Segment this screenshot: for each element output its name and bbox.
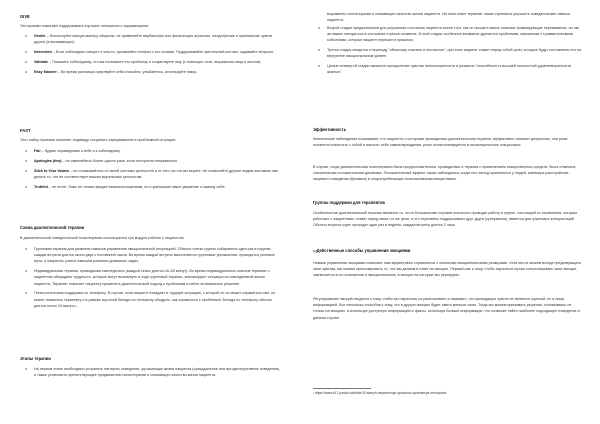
list-item: o Stick to Your Values – не отказывайтесь от своей системы ценностей и от того, во что вы верите. Не позволяйте другим людям заставить вас делать то, что не соответствует вашим моральным ценностям. [20,168,282,180]
effectiveness-heading: Эффективность [313,127,347,132]
stages-continuation: выраженно психотерапии и снижающее качество жизни пациента. На этом этапе терапевт также стремится улучшить поведенческие навыки пациента. [327,12,570,23]
techniques-paragraph: Регулирование эмоций сводится к тому, чтобы вы научились их распознавать и называть, что приходящих чувств не является оценкой, но а лишь информацией. Вот несколько способов к тому, что в другую эмоцию будет иметь меньше силы. Тогда мы можем принимать решения, основываясь не только на эмоциях, а используя доступную информацию и факты, используя больше информации, что позволит найти наиболее подходящее поведение в данном случае. [313,297,580,320]
list-item: o Fair – будьте справедливы к себе и к собеседнику. [20,148,282,154]
give-list [20,33,282,78]
list-item: o Второй стадии предназначена для улучшения состояния пациента после того, как он прошел сквозь тяжелые травмирующие переживания, но так же важно находиться в состоянии стресса отчаяния. В этой стадии особенное внимание уделяется проблемам, связанным с травматическими событиями, которые пациент пережил в прошлом. [313,25,583,44]
techniques-paragraph: Навыки управления эмоциями помогают нам эффективно справляться с сильными эмоциональными реакциями. Хотя мы не можем всегда предотвращать свои чувства, мы можем прогнозировать то, что мы делаем в ответ на эмоцию. Первый шаг к тому, чтобы научиться лучше контролировать свои эмоции, заключается в их осознанном и эмоциональном, в эмоции на которые мы реагируем. [313,261,581,278]
footnote[interactable]: ¹ https://www.b17-portal.ru/article/10-samyh-deystvennyh-sposobov-upravleniya-emociyami [313,391,447,395]
groups-heading: Группы поддержки для терапевтов [313,200,385,205]
forms-list [20,246,282,313]
footnote-link[interactable]: [1] [73,303,77,308]
list-item: o Easy Manner – Во время разговора чувствуйте себя спокойно, улыбайтесь, используйте юмор. [20,69,282,75]
techniques-heading: [2]Действенные способы управления эмоциями [313,248,411,253]
list-item: o Индивидуальная терапия, проводимая еженедельно (каждый сеанс длится 40–50 минут). Во время индивидуальных сеансов терапевт с пациентом обсуждают трудности, которые могут возникнуть в ходе групповой терапии, анализируют ситуации из повседневной жизни пациента. Терапевт помогает пациенту применять диалектический подход к проблемам и найти оптимальное решение. [20,268,282,287]
list-item: o Gentle – Используйте мягкую манеру общения, не применяйте вербальную или физическую агрессию, неодобрение и принижение чувств других (в вызывающих). [20,33,282,45]
stages-list-cont [313,25,583,79]
list-item: o Целью четвертой стадии является преодоление чувства неполноценности и развитие "способности к высшей личностной удовлетворенности жизнью". [313,63,583,75]
list-item: o Interested – Если собеседник говорит о чем-то, проявляйте интерес к его словам. Поддерживайте зрительный контакт, задавайте вопросы. [20,49,282,55]
list-item: o Truthful – не лгите. Ложь не только вредит взаимоотношениям, но и уменьшает ваше уважение к самому себе. [20,184,282,190]
footnote-link[interactable]: [2] [313,249,317,253]
fast-intro: Этот набор приемов помогает индивиду сохранить самоуважение в проблемной ситуации: [20,138,177,142]
forms-heading: Схема диалектической терапии [20,225,85,230]
fast-heading: FAST [20,128,31,133]
list-item: o Третья стадия сводится к переходу "обычному счастью и несчастью", при этом пациент ставит перед собой цели, которые будут поставлены его на внутренне эмоциональном уровне. [313,47,583,59]
stages-heading: Этапы терапии [20,356,51,361]
fast-list [20,148,282,193]
effectiveness-paragraph: Клинические наблюдения показывают, что пациенты с которыми проводилась диалектическая терапия, эффективно снижают депрессию, они реже пытаются покончить с собой и наносят себе самоповреждения, реже госпитализируются в психиатрические стационары. [313,137,568,148]
footnote-divider [313,388,371,389]
groups-paragraph: Особенностью диалектической терапии является то, что в большинстве случаев психологи проводят работу в группе, состоящей из терапевтов, которые работают с пациентами, ставят перед ними тот же цели, а что терапевты поддерживают друг друга (супервизия), имеются для групповых консультаций. Обычно встречи групп проходят один раз в неделю, каждая встреча длится 2 часа [313,211,578,228]
list-item: o Validate – Покажите собеседнику, что вы понимаете его проблему и сочувствуете ему (с помощью слов, выражения лица и жестов). [20,59,282,65]
give-heading: GIVE [20,14,30,19]
list-item: o Apologies (few) – не извиняйтесь более одного раза, если поступили неправильно. [20,158,282,164]
stages-list [20,366,282,382]
list-item: o Психологическая поддержка по телефону. В случае, если пациент попадает в трудную ситуацию, с которой он не может справиться сам, он может позвонить терапевту и в рамках короткой беседы по телефону обсудить, как справиться с проблемой. Беседа по телефону обычно длится около 15 минут[1] [20,290,282,309]
list-item: o Групповая терапия для развития навыков управления эмоциональной регуляцией. Обычно члены группы собираются один раз в неделю, каждая встреча длится около двух с половиной часов. Во время каждой встречи выполняются групповые упражнения: проводятся ролевые игры, и пациенты учатся навыкам решения домашних задач. [20,246,282,265]
effectiveness-paragraph: В случае, когда диалектическая психотерапия была предположительна, проводилась и терапия с применением лекарственных средств, была отмечена значительная положительная динамика. Положительный эффект также наблюдался, когда этот метод применялся у людей, имеющих расстройства пищевого поведения (булимия) и злоупотребляющих психоактивными веществами. [313,165,576,182]
forms-intro: В диалектической поведенческой психотерапии используются три модуля работы с пациентом: [20,236,185,240]
list-item: o На первом этапе необходимо устранить паттерны поведения, угрожающие жизни пациента (суицидальное или аутодеструктивное поведение), а также установить препятствующее продвижению психотерапии и снижающее качество жизни пациента. [20,366,282,378]
give-intro: Эти приемы помогают поддерживать хорошие отношения с окружающими: [20,24,149,28]
